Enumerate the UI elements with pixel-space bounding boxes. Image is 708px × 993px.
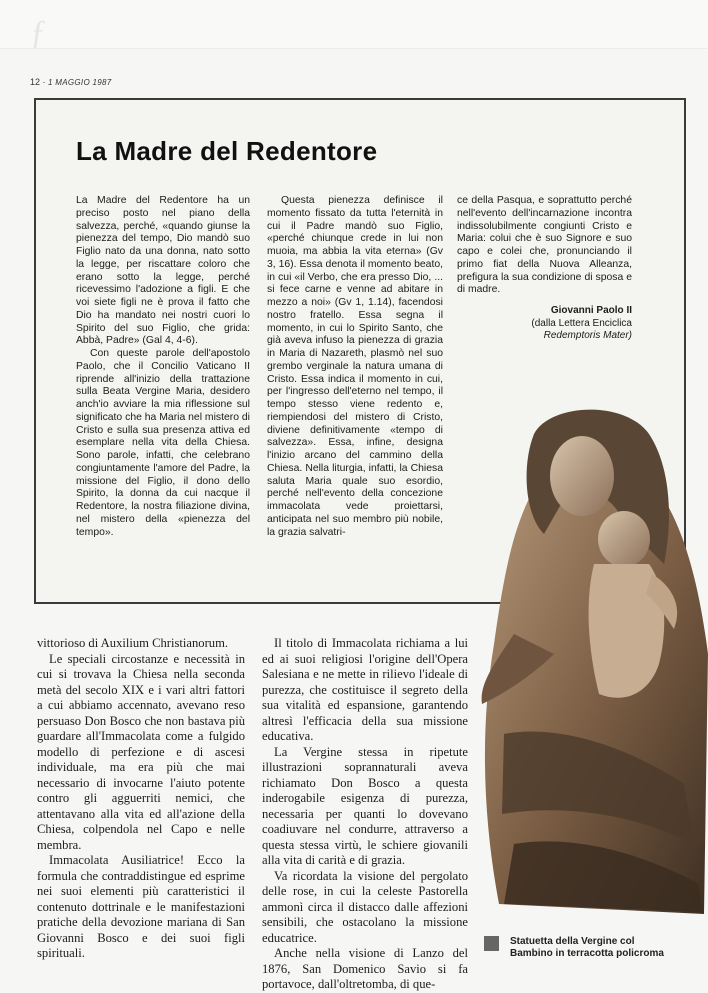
page-date: 1 MAGGIO 1987 bbox=[48, 78, 112, 87]
article-column-2 bbox=[262, 636, 468, 993]
faint-bleed-mark: ƒ bbox=[30, 14, 47, 51]
box-column-2 bbox=[267, 195, 443, 539]
statue-child-head bbox=[598, 511, 650, 567]
box-paragraph: ce della Pasqua, e soprattutto perché nell'evento dell'incarnazione incontra indissolubilmente congiunti Cristo e Maria: colui che è suo Signore e suo capo e colei che, pronunciando il primo fiat della Nuova Alleanza, prefigura la sua condizione di sposa e di madre. bbox=[457, 195, 632, 296]
signature bbox=[457, 305, 632, 343]
article-paragraph: Immacolata Ausiliatrice! Ecco la formula che contraddistingue ed esprime nei suoi elementi più caratteristici il contenuto dottrinale e le manifestazioni pratiche della devozione mariana di San Giovanni Bosco e dei suoi figli spirituali. bbox=[37, 853, 245, 960]
caption-marker bbox=[484, 936, 499, 951]
box-paragraph: Questa pienezza definisce il momento fissato da tutta l'eternità in cui il Padre mandò suo Figlio, «perché chiunque crede in lui non muoia, ma abbia la vita eterna» (Gv 3, 16). Essa denota il momento beato, in cui «il Verbo, che era presso Dio, ... si fece carne e venne ad abitare in mezzo a noi» (Gv 1, 1.14), facendosi nostro fratello. Essa segna il momento, in cui lo Spirito Santo, che già aveva infuso la pienezza di grazia in Maria di Nazareth, plasmò nel suo grembo verginale la natura umana di Cristo. Essa indica il momento in cui, per l'ingresso dell'eterno nel tempo, il tempo stesso viene redento e, riempiendosi del mistero di Cristo, diviene definitivamente «tempo di salvezza». Essa, infine, designa l'inizio arcano del cammino della Chiesa. Nella liturgia, infatti, la Chiesa saluta Maria quale suo esordio, perché nell'evento della concezione immacolata vede proiettarsi, anticipata nel suo membro più nobile, la grazia salvatri- bbox=[267, 195, 443, 538]
article-paragraph: Le speciali circostanze e necessità in cui si trovava la Chiesa nella seconda metà del secolo XIX e i vari altri fattori a cui abbiamo accennato, avevano reso persuaso Don Bosco che non bastava più guardare all'Immacolata come a fulgido modello di perfezione e di ascesi individuale, ma era più che mai necessario di invocarne l'aiuto potente contro gli agguerriti nemici, che attentavano alla vita ed all'azione della Chiesa, colpendola nel Capo e nelle membra. bbox=[37, 651, 245, 852]
box-paragraph: Con queste parole dell'apostolo Paolo, che il Concilio Vaticano II riprende all'inizio della trattazione sulla Beata Vergine Maria, desidero anch'io avviare la mia riflessione sul significato che ha Maria nel mistero di Cristo e sulla sua presenza attiva ed esemplare nella vita della Chiesa. Sono parole, infatti, che celebrano congiuntamente l'amore del Padre, la missione del Figlio, il dono dello Spirito, la donna da cui nacque il Redentore, la nostra filiazione divina, nel mistero della «pienezza del tempo». bbox=[76, 348, 250, 538]
page-header: 12 · 1 MAGGIO 1987 bbox=[30, 77, 112, 87]
madonna-statue-photo bbox=[474, 404, 708, 924]
article-paragraph: La Vergine stessa in ripetute illustrazioni soprannaturali aveva richiamato Don Bosco a questa inderogabile esigenza di purezza, necessaria per quanti lo dovevano coadiuvare nel condurre, attraverso a questa stessa virtù, le schiere giovanili alla vita di carità e di grazia. bbox=[262, 744, 468, 867]
signature-source: (dalla Lettera Enciclica bbox=[531, 317, 632, 329]
signature-source-title: Redemptoris Mater) bbox=[543, 330, 632, 341]
page-top-strip bbox=[0, 0, 708, 49]
article-paragraph: vittorioso di Auxilium Christianorum. bbox=[37, 636, 229, 650]
photo-caption bbox=[510, 936, 664, 960]
article-paragraph: Va ricordata la visione del pergolato delle rose, in cui la celeste Pastorella ammonì circa il distacco dalle affezioni sensibili, che ostacolano la missione educatrice. bbox=[262, 868, 468, 945]
caption-line: Bambino in terracotta policroma bbox=[510, 948, 664, 959]
box-title: La Madre del Redentore bbox=[76, 136, 378, 166]
article-paragraph: Anche nella visione di Lanzo del 1876, San Domenico Savio si fa portavoce, dall'oltretomba, di que- bbox=[262, 946, 468, 991]
box-column-3 bbox=[457, 195, 632, 343]
page-number: 12 bbox=[30, 77, 41, 87]
article-paragraph: Il titolo di Immacolata richiama a lui ed ai suoi religiosi l'origine dell'Opera Salesiana e ne mette in rilievo l'ideale di purezza, che costituisce il segreto della sua vitalità ed espansione, garantendo altresì l'efficacia della sua missione educativa. bbox=[262, 636, 468, 743]
caption-line: Statuetta della Vergine col bbox=[510, 936, 635, 947]
statue-madonna-face bbox=[550, 436, 614, 516]
article-column-1 bbox=[37, 636, 245, 962]
signature-name: Giovanni Paolo II bbox=[550, 305, 632, 316]
box-column-1 bbox=[76, 195, 250, 539]
box-paragraph: La Madre del Redentore ha un preciso posto nel piano della salvezza, perché, «quando giunse la pienezza del tempo, Dio mandò suo Figlio nato da una donna, nato sotto la legge, per riscattare coloro che erano sotto la legge, perché ricevessimo l'adozione a figli. E che voi siete figli ne è prova il fatto che Dio ha mandato nei nostri cuori lo Spirito del suo Figlio, che grida: Abbà, Padre» (Gal 4, 4-6). bbox=[76, 195, 250, 347]
